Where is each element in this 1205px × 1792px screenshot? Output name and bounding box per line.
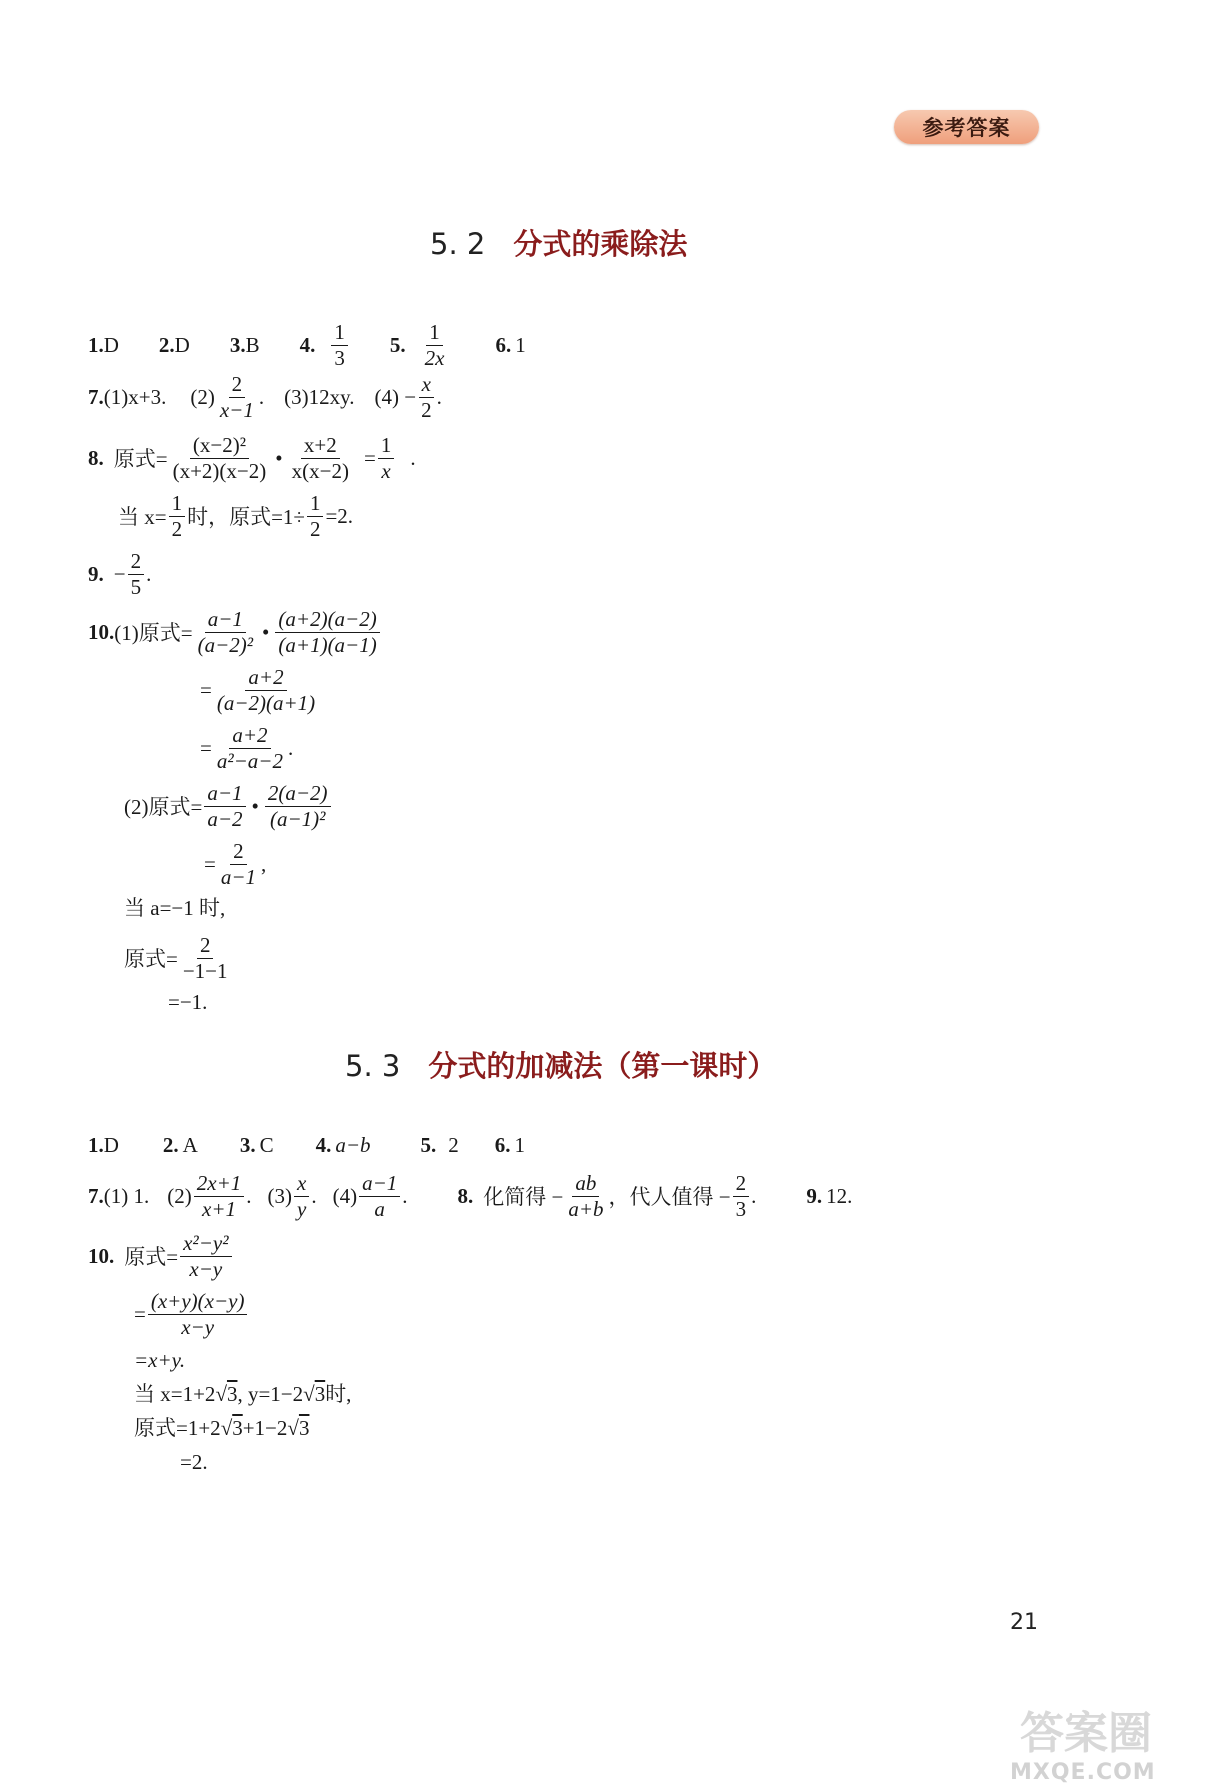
section-number: 5. 3 [345, 1049, 401, 1083]
fraction: $\frac{1}{2}$ [169, 492, 186, 540]
fraction: $\frac{x}{y}$ [294, 1172, 309, 1220]
question-10-substitution: 原式=1+2√3+1−2√3 [134, 1416, 310, 1440]
q-number: 1. [88, 332, 104, 357]
question-10-line-2: = $\frac{(x+y)(x-y)}{x-y}$ [134, 1286, 249, 1342]
fraction: $\frac{a-1}{a}$ [359, 1172, 400, 1220]
question-10-part-2: (2)原式= $\frac{a-1}{a-2}$ • $\frac{2(a-2)}{\text{(a−1)²}}$ [124, 778, 333, 834]
q-number: 7. [88, 1183, 104, 1208]
part-1: (1)x+3. [103, 384, 167, 409]
fraction: $\frac{2}{x-1}$ [219, 371, 254, 422]
section-title: 分式的加减法（第一课时） [428, 1049, 777, 1083]
answer-value: D [174, 332, 190, 357]
fraction: $\frac{2}{-1-1}$ [182, 932, 228, 983]
fraction: $\frac{\text{x²−y²}}{x-y}$ [180, 1232, 231, 1280]
question-10-line-1: 10. 原式= $\frac{\text{x²−y²}}{x-y}$ [88, 1228, 234, 1284]
q-number: 3. [229, 332, 246, 357]
q-number: 5. [389, 332, 406, 357]
fraction: $\frac{x}{2}$ [418, 373, 435, 421]
fraction: $\frac{2}{5}$ [128, 550, 145, 598]
answer-value: A [182, 1132, 198, 1157]
q-number: 7. [88, 384, 104, 409]
fraction: $\frac{2}{a-1}$ [220, 838, 257, 889]
question-8-evaluation: 当 x= $\frac{1}{2}$ 时，原式=1÷ $\frac{1}{2}$ =2. [118, 490, 354, 541]
section-number: 5. 2 [430, 227, 486, 261]
question-9: 9. − $\frac{2}{5}$ . [88, 548, 152, 599]
fraction: $\frac{2}{3}$ [733, 1172, 750, 1220]
q-number: 10. [88, 619, 115, 644]
section-5-2-heading [430, 227, 688, 261]
question-10-condition: 当 x=1+2√3, y=1−2√3时, [134, 1382, 352, 1406]
fraction: $\frac{1}{x}$ [378, 434, 395, 482]
question-10-result: =2. [180, 1450, 208, 1474]
fraction: $\frac{(x+y)(x-y)}{x-y}$ [148, 1290, 248, 1338]
fraction: $\frac{1}{2x}$ [424, 319, 445, 370]
q-number: 2. [158, 332, 175, 357]
q-number: 9. [806, 1183, 823, 1208]
fraction: $\frac{ab}{a+b}$ [568, 1170, 604, 1221]
part-2-label: (2) [190, 384, 215, 409]
watermark-logo: 答案圈 [1020, 1708, 1152, 1759]
fraction: $\frac{a-1}{\text{(a−2)²}}$ [197, 606, 254, 657]
question-10-line-3: =x+y. [134, 1348, 186, 1372]
q-number: 2. [162, 1132, 179, 1157]
q-number: 6. [494, 1132, 511, 1157]
section-5-3-heading [345, 1049, 777, 1083]
question-10-step-3: = $\frac{a+2}{\text{a²−a−2}}$ . [200, 722, 294, 773]
question-10-condition: 当 a=−1 时, [124, 896, 226, 920]
fraction: $\frac{1}{2}$ [307, 492, 324, 540]
q-number: 10. [88, 1243, 115, 1268]
answers-row-1-6 [88, 320, 526, 370]
question-8: 8. 原式= $\frac{\text{(x−2)²}}{(x+2)(x-2)}$ • $\frac{x+2}{x(x-2)}$ = $\frac{1}{x}$ . [88, 432, 416, 483]
q-number: 8. [457, 1183, 474, 1208]
q-number: 3. [239, 1132, 256, 1157]
question-10-substitution: 原式= $\frac{2}{-1-1}$ [124, 930, 233, 986]
question-10-part-1: 10. (1)原式= $\frac{a-1}{\text{(a−2)²}}$ • $\frac{(a+2)(a-2)}{(a+1)(a-1)}$ [88, 604, 382, 660]
answers-row-1-6 [88, 1128, 525, 1162]
fraction: $\frac{2(a-2)}{\text{(a−1)²}}$ [265, 782, 331, 830]
question-7: 7. (1)x+3. (2) $\frac{2}{x-1}$ . (3)12xy. (4) − $\frac{x}{2}$ . [88, 371, 442, 422]
answer-value: B [245, 332, 260, 357]
questions-7-8-9: 7. (1) 1. (2) $\frac{2x+1}{x+1}$ . (3) $\frac{x}{y}$ . (4) $\frac{a-1}{a}$ . 8. 化简得 − $\frac{ab}{a+b}$ ，代人值得 − $\frac{2}{3}$ . 9. 12. [88, 1170, 853, 1221]
q-number: 9. [88, 561, 104, 586]
fraction: $\frac{\text{(x−2)²}}{(x+2)(x-2)}$ [172, 432, 267, 483]
answer-value: 2 [448, 1132, 459, 1157]
part-4-label: (4) − [374, 384, 417, 409]
page-number: 21 [1010, 1610, 1038, 1635]
fraction: $\frac{1}{3}$ [331, 321, 348, 369]
answer-key-badge: 参考答案 [894, 110, 1039, 144]
answer-value: C [259, 1132, 274, 1157]
question-10-step-2: = $\frac{a+2}{(a-2)(a+1)}$ [200, 662, 320, 718]
question-10-result: =−1. [168, 990, 208, 1014]
q-number: 5. [420, 1132, 437, 1157]
fraction: $\frac{x+2}{x(x-2)}$ [291, 432, 349, 483]
fraction: $\frac{a+2}{\text{a²−a−2}}$ [216, 722, 283, 773]
q-number: 6. [495, 332, 512, 357]
answer-value: D [103, 332, 119, 357]
part-3: (3)12xy. [284, 384, 355, 409]
section-title: 分式的乘除法 [513, 227, 688, 261]
fraction: $\frac{(a+2)(a-2)}{(a+1)(a-1)}$ [275, 608, 379, 656]
answer-value: a−b [335, 1132, 371, 1157]
q-number: 1. [88, 1132, 104, 1157]
q-number: 8. [88, 445, 104, 470]
expression-lead: 原式= [113, 447, 168, 471]
answer-value: D [103, 1132, 119, 1157]
watermark-url: MXQE.COM [1010, 1760, 1156, 1785]
fraction: $\frac{2x+1}{x+1}$ [194, 1172, 245, 1220]
q-number: 4. [299, 332, 316, 357]
answer-value: 1 [514, 1132, 526, 1157]
fraction: $\frac{a-1}{a-2}$ [204, 782, 245, 830]
q-number: 4. [315, 1132, 332, 1157]
answer-value: 1 [515, 332, 526, 357]
fraction: $\frac{a+2}{(a-2)(a+1)}$ [216, 664, 316, 715]
question-10-step-5: = $\frac{2}{a-1}$ , [204, 838, 267, 889]
